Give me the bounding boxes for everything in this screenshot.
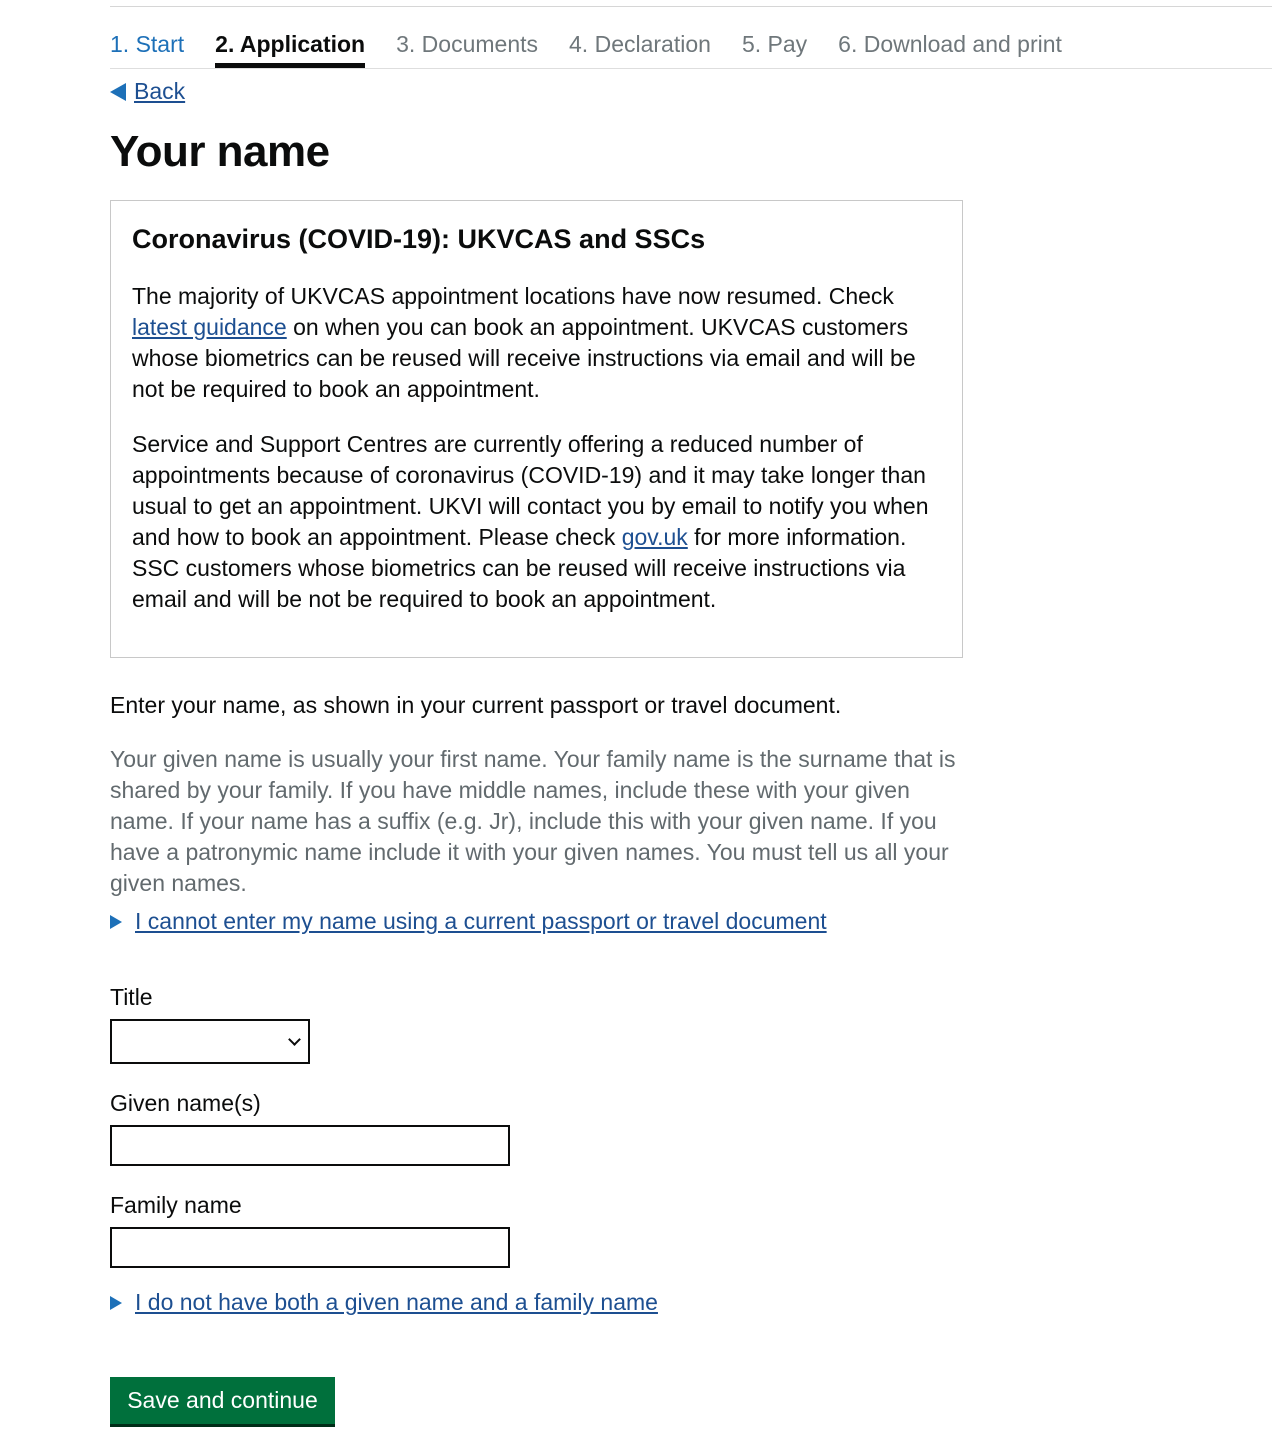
expand-triangle-icon xyxy=(110,1296,122,1310)
page-title: Your name xyxy=(110,127,330,176)
latest-guidance-link[interactable]: latest guidance xyxy=(132,314,287,340)
save-and-continue-button[interactable]: Save and continue xyxy=(110,1377,335,1424)
notice-p1-text: The majority of UKVCAS appointment locations have now resumed. Check xyxy=(132,283,894,309)
chevron-down-icon xyxy=(288,1033,301,1046)
progress-steps xyxy=(110,28,1272,69)
step-declaration: 4. Declaration xyxy=(569,31,711,57)
name-hint: Your given name is usually your first name. Your family name is the surname that is shared by your family. If you have middle names, include these with your given name. If your name has a suffix (e.g. Jr), include this with your given name. If you have a patronymic name include it with your given names. You must tell us all your given names. xyxy=(110,746,956,896)
intro-text: Enter your name, as shown in your current passport or travel document. xyxy=(110,692,842,718)
step-application: 2. Application xyxy=(215,28,365,68)
step-download-and-print: 6. Download and print xyxy=(838,31,1062,57)
covid-notice xyxy=(110,200,963,658)
notice-paragraph-2 xyxy=(132,429,941,615)
expand-triangle-icon xyxy=(110,915,122,929)
back-arrow-icon xyxy=(110,83,126,101)
details-passport-link[interactable]: I cannot enter my name using a current passport or travel document xyxy=(135,908,827,934)
notice-p1-text-after: on when you can book an appointment. UKVCAS customers whose biometrics can be reused will receive instructions via email and will be not be required to book an appointment. xyxy=(132,314,916,402)
notice-p2-text: Service and Support Centres are currently offering a reduced number of appointments because of coronavirus (COVID-19) and it may take longer than usual to get an appointment. UKVI will contact you by email to notify you when and how to book an appointment. Please check xyxy=(132,431,929,550)
notice-paragraph-1 xyxy=(132,281,941,405)
step-pay: 5. Pay xyxy=(741,31,808,57)
back-link-wrapper xyxy=(110,78,185,105)
title-label: Title xyxy=(110,984,153,1010)
title-select[interactable] xyxy=(110,1019,310,1064)
details-names xyxy=(110,1287,658,1318)
notice-p2-text-after: for more information. SSC customers whose biometrics can be reused will receive instructions via email and will be not be required to book an appointment. xyxy=(132,524,907,612)
top-divider xyxy=(110,6,1272,7)
step-start[interactable]: 1. Start xyxy=(110,31,185,57)
back-link[interactable]: Back xyxy=(134,78,186,104)
details-names-link[interactable]: I do not have both a given name and a family name xyxy=(135,1289,658,1315)
details-passport xyxy=(110,906,827,937)
given-name-input[interactable] xyxy=(110,1125,510,1166)
family-name-input[interactable] xyxy=(110,1227,510,1268)
family-name-label: Family name xyxy=(110,1192,242,1218)
step-documents: 3. Documents xyxy=(396,31,539,57)
gov-uk-link[interactable]: gov.uk xyxy=(621,524,688,550)
given-name-label: Given name(s) xyxy=(110,1090,261,1116)
notice-title: Coronavirus (COVID-19): UKVCAS and SSCs xyxy=(132,224,706,254)
